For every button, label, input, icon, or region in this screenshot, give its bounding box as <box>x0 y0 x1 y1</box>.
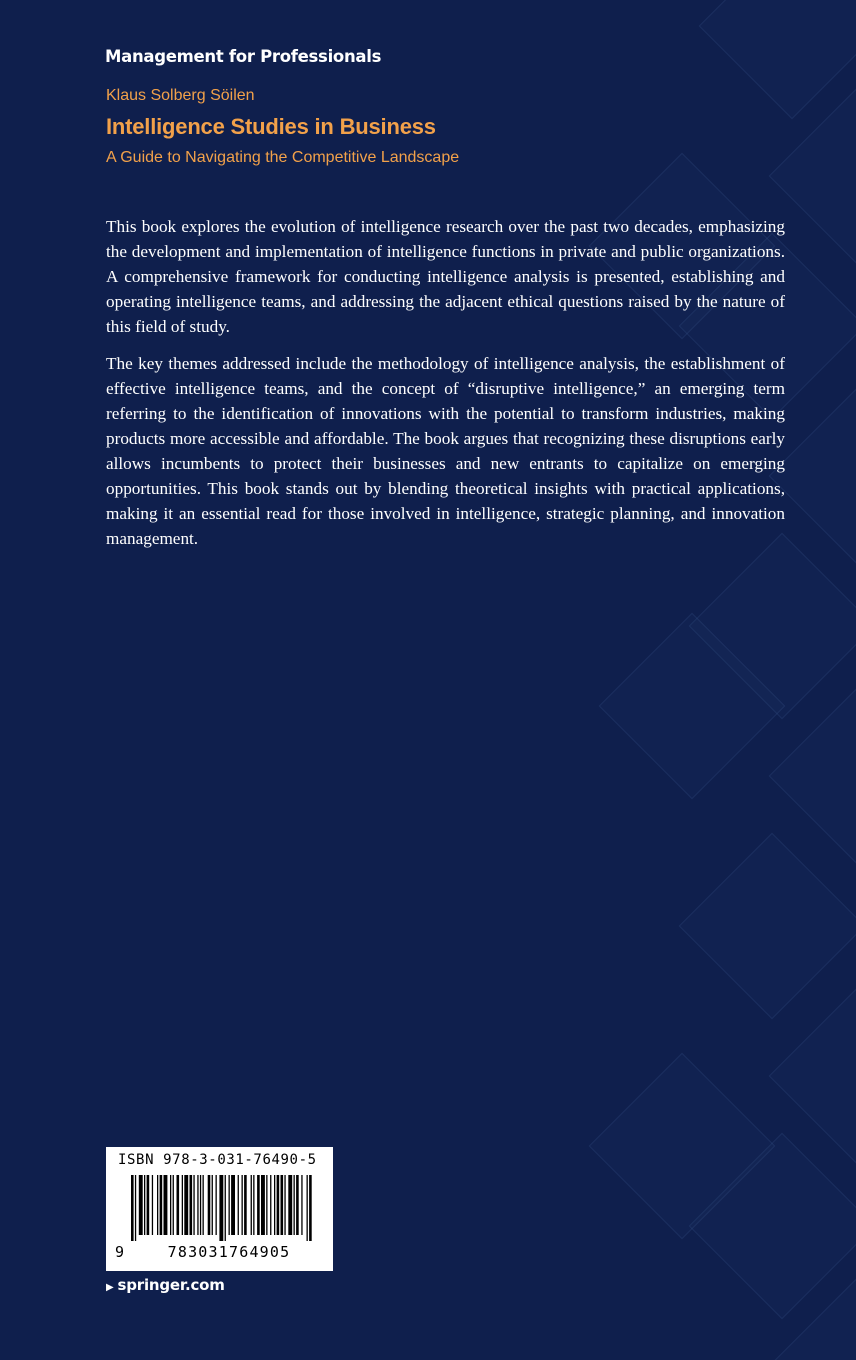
ean-digits: 783031764905 <box>167 1243 291 1261</box>
barcode-bar <box>238 1175 239 1235</box>
barcode-bar <box>157 1175 158 1235</box>
barcode-bar <box>203 1175 204 1235</box>
barcode-bar <box>309 1175 312 1241</box>
barcode-bar <box>225 1175 226 1241</box>
blurb-text <box>106 214 785 563</box>
barcode-bar <box>281 1175 284 1235</box>
book-subtitle: A Guide to Navigating the Competitive Landscape <box>106 149 460 166</box>
barcode-bar <box>288 1175 292 1235</box>
website-label: springer.com <box>117 1276 225 1294</box>
barcode-bar <box>170 1175 171 1235</box>
barcode-bar <box>277 1175 280 1235</box>
blurb-paragraph-2: The key themes addressed include the methodology of intelligence analysis, the establishment of effective intelligence teams, and the concept of “disruptive intelligence,” an emerging term referring to the identification of innovations with the potential to transform industries, making products more accessible and affordable. The book argues that recognizing these disruptions early allows incumbents to protect their businesses and new entrants to capitalize on emerging opportunities. This book stands out by blending theoretical insights with practical applications, making it an essential read for those involved in intelligence, strategic planning, and innovation management. <box>106 354 785 548</box>
blurb-paragraph-1: This book explores the evolution of intelligence research over the past two decades, emphasizing the development and implementation of intelligence functions in private and public organizations. A comprehensive framework for conducting intelligence analysis is presented, establishing and operating intelligence teams, and addressing the adjacent ethical questions raised by the nature of this field of study. <box>106 217 785 336</box>
author-name: Klaus Solberg Söilen <box>106 87 255 104</box>
book-title: Intelligence Studies in Business <box>106 114 436 139</box>
triangle-right-icon: ▶ <box>106 1282 114 1293</box>
barcode-bar <box>139 1175 143 1235</box>
barcode-bar <box>200 1175 201 1235</box>
series-name: Management for Professionals <box>105 47 382 66</box>
barcode-bar <box>266 1175 267 1235</box>
barcode-bar <box>301 1175 302 1235</box>
barcode-bar <box>212 1175 213 1235</box>
barcode-bar <box>219 1175 223 1241</box>
barcode-bar <box>231 1175 235 1235</box>
barcode-bar <box>294 1175 295 1235</box>
barcode-bar <box>257 1175 260 1235</box>
barcode-bar <box>193 1175 194 1235</box>
ean-first-digit: 9 <box>115 1243 125 1261</box>
barcode-bar <box>147 1175 150 1235</box>
barcode-bar <box>284 1175 285 1235</box>
isbn-barcode <box>106 1147 333 1271</box>
barcode-bar <box>197 1175 198 1235</box>
barcode-bar <box>144 1175 145 1235</box>
barcode-bar <box>152 1175 153 1235</box>
barcode-bar <box>244 1175 247 1235</box>
barcode-bar <box>182 1175 183 1235</box>
barcode-bar <box>160 1175 163 1235</box>
website-link[interactable] <box>106 1276 225 1294</box>
barcode-bar <box>307 1175 308 1241</box>
barcode-bar <box>216 1175 217 1235</box>
isbn-label: ISBN 978-3-031-76490-5 <box>118 1152 317 1168</box>
barcode-bars <box>131 1175 313 1241</box>
barcode-bar <box>135 1175 136 1241</box>
barcode-bar <box>177 1175 180 1235</box>
barcode-bar <box>229 1175 230 1235</box>
barcode-bar <box>190 1175 193 1235</box>
barcode-bar <box>296 1175 299 1235</box>
barcode-bar <box>270 1175 271 1235</box>
barcode-bar <box>184 1175 188 1235</box>
barcode-bar <box>173 1175 174 1235</box>
barcode-bar <box>253 1175 254 1235</box>
barcode-bar <box>164 1175 168 1235</box>
barcode-bar <box>251 1175 252 1235</box>
barcode-bar <box>208 1175 211 1235</box>
background-diamond-pattern <box>556 0 856 1360</box>
barcode-bar <box>242 1175 243 1235</box>
barcode-bar <box>274 1175 275 1235</box>
barcode-bar <box>131 1175 134 1241</box>
barcode-bar <box>261 1175 265 1235</box>
